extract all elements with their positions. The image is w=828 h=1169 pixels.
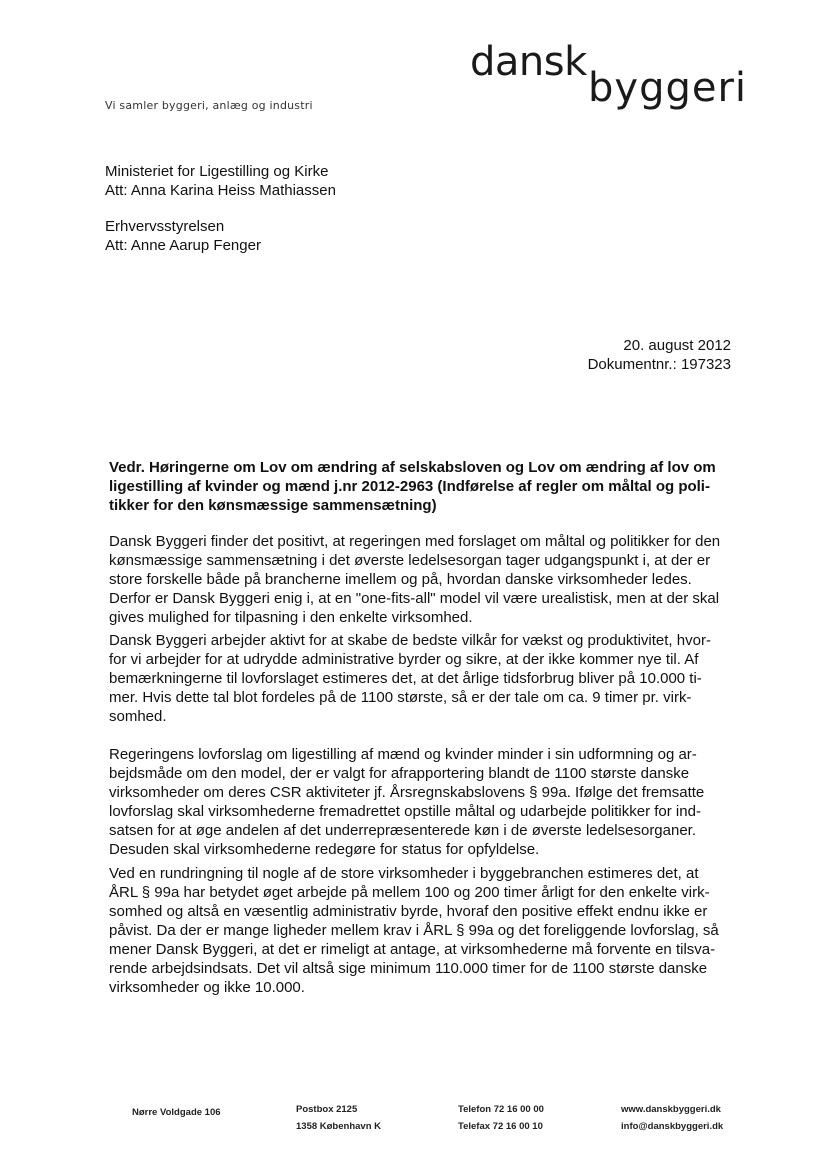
footer-email-link[interactable]: info@danskbyggeri.dk bbox=[621, 1121, 724, 1132]
footer-street-address: Nørre Voldgade 106 bbox=[132, 1107, 221, 1118]
dansk-byggeri-logo bbox=[470, 39, 748, 112]
recipient-ministry bbox=[105, 162, 336, 200]
paragraph-line: mener Dansk Byggeri, at det er rimeligt at antage, at virksomhederne må forvente en tilsva- bbox=[109, 941, 716, 958]
paragraph-line: somhed. bbox=[109, 708, 167, 725]
paragraph-line: Desuden skal virksomhederne redegøre for status for opfyldelse. bbox=[109, 841, 540, 858]
paragraph-line: bemærkningerne til lovforslaget estimeres det, at det årlige tidsforbrug bliver på 10.000 ti- bbox=[109, 670, 702, 687]
recipient-name: Ministeriet for Ligestilling og Kirke bbox=[105, 163, 329, 180]
paragraph-line: Dansk Byggeri arbejder aktivt for at skabe de bedste vilkår for vækst og produktivitet, hvor- bbox=[109, 632, 711, 649]
footer-address-column bbox=[132, 1104, 221, 1121]
paragraph-line: lovforslag skal virksomhederne fremadrettet opstille måltal og udarbejde politikker for ind- bbox=[109, 803, 701, 820]
body-paragraph-2 bbox=[109, 631, 739, 726]
footer-phone: Telefon 72 16 00 00 bbox=[458, 1104, 544, 1115]
recipient-name: Erhvervsstyrelsen bbox=[105, 218, 225, 235]
paragraph-line: rende arbejdsindsats. Det vil altså sige minimum 110.000 timer for de 1100 største danske bbox=[109, 960, 708, 977]
footer-postbox: Postbox 2125 bbox=[296, 1104, 358, 1115]
footer-phone-column bbox=[458, 1101, 544, 1135]
paragraph-line: for vi arbejder for at udrydde administrative byrder og sikre, at der ikke kommer nye til. Af bbox=[109, 651, 699, 668]
footer-contact-column bbox=[621, 1101, 723, 1135]
subject-line: ligestilling af kvinder og mænd j.nr 2012-2963 (Indførelse af regler om måltal og poli- bbox=[109, 478, 710, 495]
footer-fax: Telefax 72 16 00 10 bbox=[458, 1121, 543, 1132]
paragraph-line: Regeringens lovforslag om ligestilling af mænd og kvinder minder i sin udformning og ar- bbox=[109, 746, 697, 763]
paragraph-line: kønsmæssige sammensætning i det øverste ledelsesorgan tager udgangspunkt i, at der er bbox=[109, 552, 711, 569]
paragraph-line: satsen for at øge andelen af det underrepræsenterede køn i de øverste ledelsesorganer. bbox=[109, 822, 697, 839]
body-paragraph-1 bbox=[109, 532, 739, 627]
paragraph-line: bejdsmåde om den model, der er valgt for afrapportering blandt de 1100 største danske bbox=[109, 765, 690, 782]
paragraph-line: mer. Hvis dette tal blot fordeles på de 1100 største, så er der tale om ca. 9 timer pr. virk- bbox=[109, 689, 692, 706]
paragraph-line: store forskelle både på brancherne imellem og på, hvordan danske virksomheder ledes. bbox=[109, 571, 692, 588]
paragraph-line: gives mulighed for tilpasning i den enkelte virksomhed. bbox=[109, 609, 473, 626]
paragraph-line: Ved en rundringning til nogle af de store virksomheder i byggebranchen estimeres det, at bbox=[109, 865, 699, 882]
letter-date: 20. august 2012 bbox=[623, 337, 731, 354]
recipient-attention: Att: Anna Karina Heiss Mathiassen bbox=[105, 182, 336, 199]
body-paragraph-3 bbox=[109, 745, 739, 859]
body-paragraph-4 bbox=[109, 864, 739, 997]
footer-city: 1358 København K bbox=[296, 1121, 381, 1132]
logo-word-byggeri: byggeri bbox=[588, 65, 748, 111]
document-number: Dokumentnr.: 197323 bbox=[587, 356, 731, 373]
paragraph-line: virksomheder om deres CSR aktiviteter jf. Årsregnskabslovens § 99a. Ifølge det fremsatte bbox=[109, 784, 705, 801]
recipient-agency bbox=[105, 217, 261, 255]
subject-line: tikker for den kønsmæssige sammensætning) bbox=[109, 497, 437, 514]
subject-heading bbox=[109, 458, 734, 515]
recipient-attention: Att: Anne Aarup Fenger bbox=[105, 237, 261, 254]
paragraph-line: somhed og altså en væsentlig administrativ byrde, hvoraf den positive effekt endnu ikke er bbox=[109, 903, 708, 920]
paragraph-line: påvist. Da der er mange ligheder mellem krav i ÅRL § 99a og det foreliggende lovforslag, så bbox=[109, 922, 719, 939]
paragraph-line: ÅRL § 99a har betydet øget arbejde på mellem 100 og 200 timer årligt for den enkelte virk- bbox=[109, 884, 710, 901]
paragraph-line: Dansk Byggeri finder det positivt, at regeringen med forslaget om måltal og politikker for den bbox=[109, 533, 721, 550]
paragraph-line: Derfor er Dansk Byggeri enig i, at en "one-fits-all" model vil være urealistisk, men at der skal bbox=[109, 590, 720, 607]
footer-postbox-column bbox=[296, 1101, 381, 1135]
logo-word-dansk: dansk bbox=[470, 39, 587, 85]
footer-website-link[interactable]: www.danskbyggeri.dk bbox=[621, 1104, 721, 1115]
date-block bbox=[588, 336, 731, 374]
paragraph-line: virksomheder og ikke 10.000. bbox=[109, 979, 305, 996]
subject-line: Vedr. Høringerne om Lov om ændring af selskabsloven og Lov om ændring af lov om bbox=[109, 459, 716, 476]
tagline: Vi samler byggeri, anlæg og industri bbox=[105, 99, 313, 112]
